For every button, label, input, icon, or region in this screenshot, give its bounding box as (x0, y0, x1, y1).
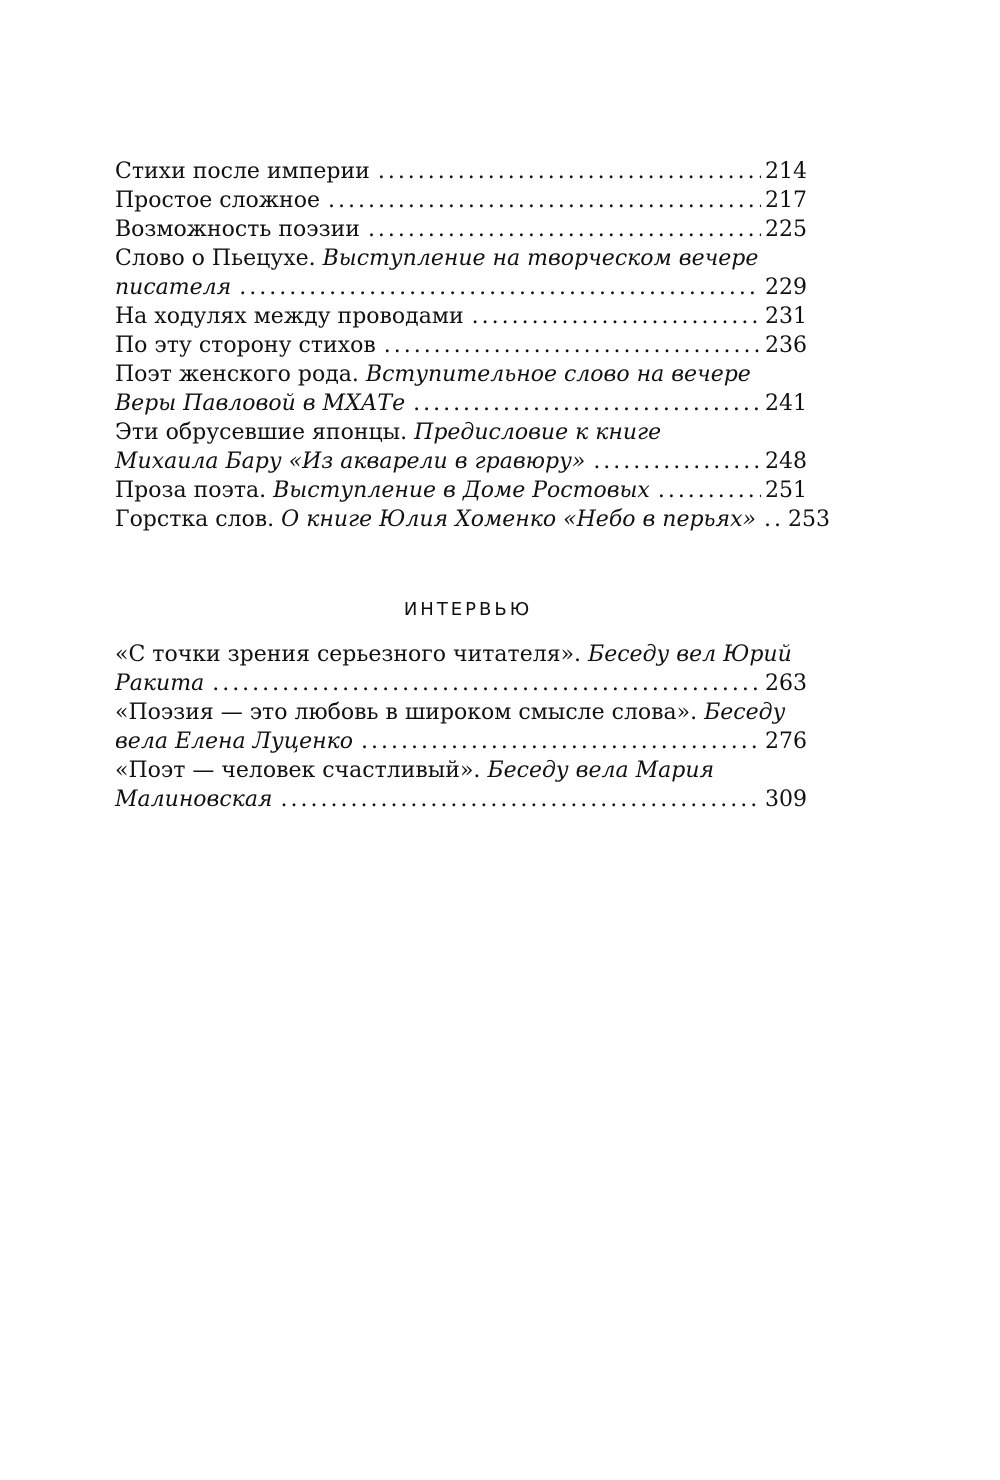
page-number: 214 (765, 159, 807, 184)
entry-title: Стихи после империи (115, 159, 370, 184)
page-number: 253 (787, 507, 830, 532)
toc-entry (115, 640, 807, 698)
entry-subtitle: Предисловие к книге (414, 420, 662, 445)
dot-leader (472, 302, 761, 331)
toc-entry (115, 476, 807, 505)
entry-title: Слово о Пьецухе. (115, 246, 316, 271)
page-number: 248 (765, 449, 807, 474)
entry-first-line (115, 640, 807, 669)
entry-subtitle: Беседу вел Юрий (588, 642, 792, 667)
page-number: 231 (765, 304, 807, 329)
table-of-contents-page (115, 157, 830, 814)
toc-entry (115, 360, 807, 418)
entry-subtitle: Вступительное слово на вечере (365, 362, 751, 387)
dot-leader (764, 505, 784, 534)
toc-entry (115, 331, 807, 360)
page-number: 217 (765, 188, 807, 213)
entry-first-line (115, 244, 807, 273)
entry-title: По эту сторону стихов (115, 333, 376, 358)
entry-title: Поэт женского рода. (115, 362, 359, 387)
entry-subtitle: Выступление на творческом вечере (322, 246, 759, 271)
dot-leader (239, 273, 761, 302)
toc-entry (115, 505, 830, 534)
entry-subtitle-cont: Ракита (115, 671, 205, 696)
entry-subtitle-cont: Михаила Бару «Из акварели в гравюру» (115, 449, 586, 474)
entry-subtitle: О книге Юлия Хоменко «Небо в перьях» (281, 507, 756, 532)
page-number: 225 (765, 217, 807, 242)
entry-title: «Поэзия — это любовь в широком смысле слова». (115, 700, 698, 725)
dot-leader (384, 331, 761, 360)
entry-subtitle-cont: писателя (115, 275, 232, 300)
entry-title: На ходулях между проводами (115, 304, 464, 329)
page-number: 251 (765, 478, 807, 503)
section-heading: ИНТЕРВЬЮ (403, 599, 533, 620)
toc-list-interviews (115, 640, 807, 814)
entry-title: Эти обрусевшие японцы. (115, 420, 408, 445)
toc-entry (115, 157, 807, 186)
entry-subtitle-cont: Малиновская (115, 787, 273, 812)
entry-title: Проза поэта. (115, 478, 267, 503)
entry-subtitle: Выступление в Доме Ростовых (273, 478, 650, 503)
toc-entry (115, 756, 807, 814)
entry-title: «Поэт — человек счастливый». (115, 758, 481, 783)
entry-first-line (115, 360, 807, 389)
toc-entry (115, 215, 807, 244)
entry-first-line (115, 756, 807, 785)
entry-subtitle-cont: вела Елена Луценко (115, 729, 353, 754)
entry-title: Возможность поэзии (115, 217, 360, 242)
dot-leader (361, 727, 761, 756)
entry-first-line (115, 418, 807, 447)
dot-leader (328, 186, 761, 215)
entry-title: Горстка слов. (115, 507, 275, 532)
page-number: 236 (765, 333, 807, 358)
dot-leader (593, 447, 761, 476)
toc-entry (115, 244, 807, 302)
page-number: 241 (765, 391, 807, 416)
entry-subtitle: Беседу (704, 700, 786, 725)
toc-entry (115, 302, 807, 331)
entry-title-group (115, 476, 650, 505)
entry-title: Простое сложное (115, 188, 320, 213)
page-number: 263 (765, 671, 807, 696)
entry-title-group (115, 505, 756, 534)
dot-leader (413, 389, 761, 418)
toc-list-main (115, 157, 830, 534)
dot-leader (378, 157, 761, 186)
toc-entry (115, 186, 807, 215)
page-number: 309 (765, 787, 807, 812)
entry-subtitle-cont: Веры Павловой в МХАТе (115, 391, 406, 416)
page-number: 276 (765, 729, 807, 754)
entry-title: «С точки зрения серьезного читателя». (115, 642, 582, 667)
entry-subtitle: Беседу вела Мария (487, 758, 715, 783)
dot-leader (658, 476, 761, 505)
toc-entry (115, 698, 807, 756)
toc-entry (115, 418, 807, 476)
dot-leader (368, 215, 761, 244)
page-number: 229 (765, 275, 807, 300)
entry-first-line (115, 698, 807, 727)
dot-leader (281, 785, 761, 814)
dot-leader (212, 669, 761, 698)
